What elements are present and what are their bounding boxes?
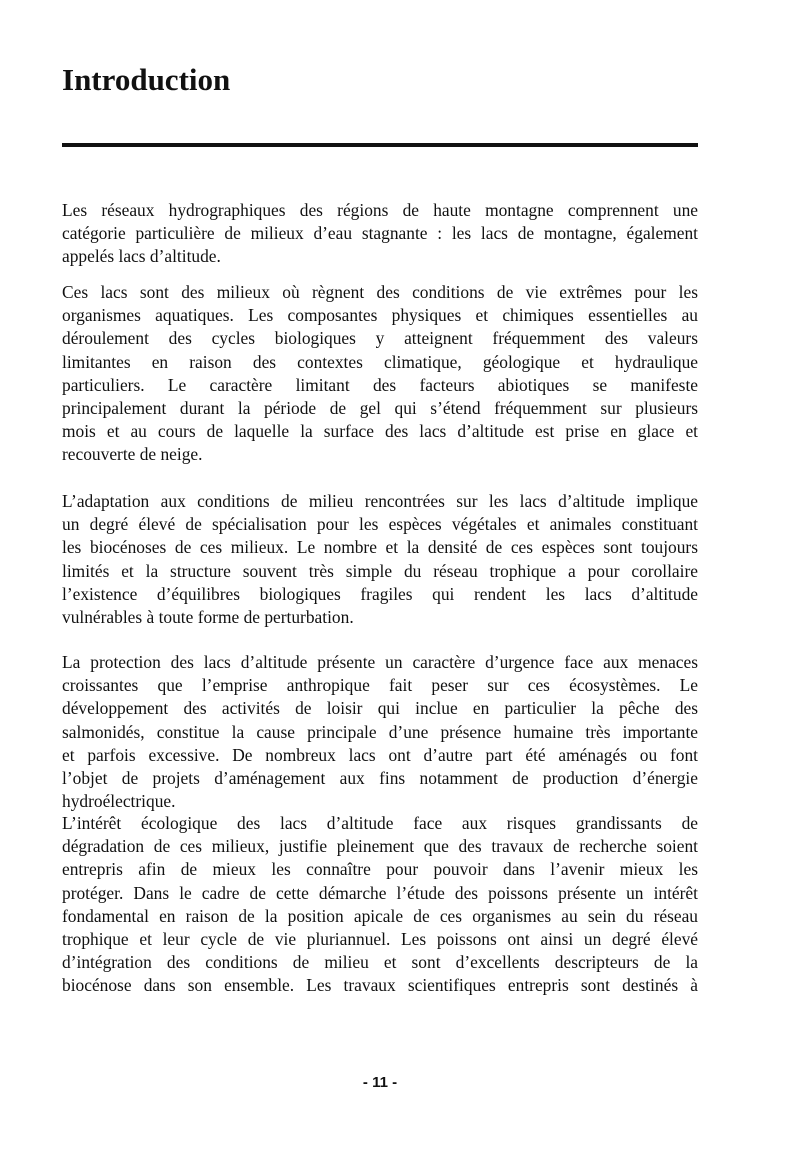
text-line: L’adaptation aux conditions de milieu rencontrées sur les lacs d’altitude implique [62,491,698,511]
text-line: dégradation de ces milieux, justifie pleinement que des travaux de recherche soient [62,836,698,857]
text-line: principalement durant la période de gel qui s’étend fréquemment sur plusieurs [62,397,698,418]
text-line: et parfois excessive. De nombreux lacs ont d’autre part été aménagés ou font [62,744,698,765]
text-line: croissantes que l’emprise anthropique fait peser sur ces écosystèmes. Le [62,675,698,696]
text-line: développement des activités de loisir qui inclue en particulier la pêche des [62,698,698,719]
title-rule [62,143,698,147]
text-line: un degré élevé de spécialisation pour les espèces végétales et animales constituant [62,514,698,535]
text-line: hydroélectrique. [62,791,176,812]
paragraph [62,812,698,998]
paragraph [62,199,698,269]
text-line: vulnérables à toute forme de perturbation. [62,606,354,627]
text-line: les biocénoses de ces milieux. Le nombre et la densité de ces espèces sont toujours [62,537,698,558]
text-line: fondamental en raison de la position apicale de ces organismes au sein du réseau [62,905,698,926]
text-line: catégorie particulière de milieux d’eau stagnante : les lacs de montagne, également [62,223,698,244]
text-line: particuliers. Le caractère limitant des facteurs abiotiques se manifeste [62,374,698,395]
text-line: salmonidés, constitue la cause principale d’une présence humaine très importante [62,721,698,742]
paragraph [62,281,698,467]
page-number: - 11 - [362,1074,398,1091]
text-line: L’intérêt écologique des lacs d’altitude face aux risques grandissants de [62,813,698,833]
text-line: l’objet de projets d’aménagement aux fins notamment de production d’énergie [62,767,698,788]
text-line: mois et au cours de laquelle la surface des lacs d’altitude est prise en glace et [62,421,698,442]
text-line: trophique et leur cycle de vie pluriannuel. Les poissons ont ainsi un degré élevé [62,928,698,949]
text-line: recouverte de neige. [62,444,203,465]
text-line: limitantes en raison des contextes climatique, géologique et hydraulique [62,351,698,372]
text-line: limités et la structure souvent très simple du réseau trophique a pour corollaire [62,560,698,581]
text-line: La protection des lacs d’altitude présente un caractère d’urgence face aux menaces [62,652,698,672]
page-title: Introduction [62,62,231,97]
text-line: d’intégration des conditions de milieu et sont d’excellents descripteurs de la [62,952,698,973]
text-line: protéger. Dans le cadre de cette démarche l’étude des poissons présente un intérêt [62,882,698,903]
text-line: déroulement des cycles biologiques y atteignent fréquemment des valeurs [62,328,698,349]
text-line: biocénose dans son ensemble. Les travaux scientifiques entrepris sont destinés à [62,975,698,996]
text-line: entrepris afin de mieux les connaître pour pouvoir dans l’avenir mieux les [62,859,698,880]
text-line: Ces lacs sont des milieux où règnent des conditions de vie extrêmes pour les [62,282,698,302]
text-line: Les réseaux hydrographiques des régions de haute montagne comprennent une [62,200,698,220]
text-line: l’existence d’équilibres biologiques fragiles qui rendent les lacs d’altitude [62,583,698,604]
paragraph [62,490,698,629]
paragraph [62,651,698,813]
text-line: organismes aquatiques. Les composantes physiques et chimiques essentielles au [62,305,698,326]
text-line: appelés lacs d’altitude. [62,246,221,267]
